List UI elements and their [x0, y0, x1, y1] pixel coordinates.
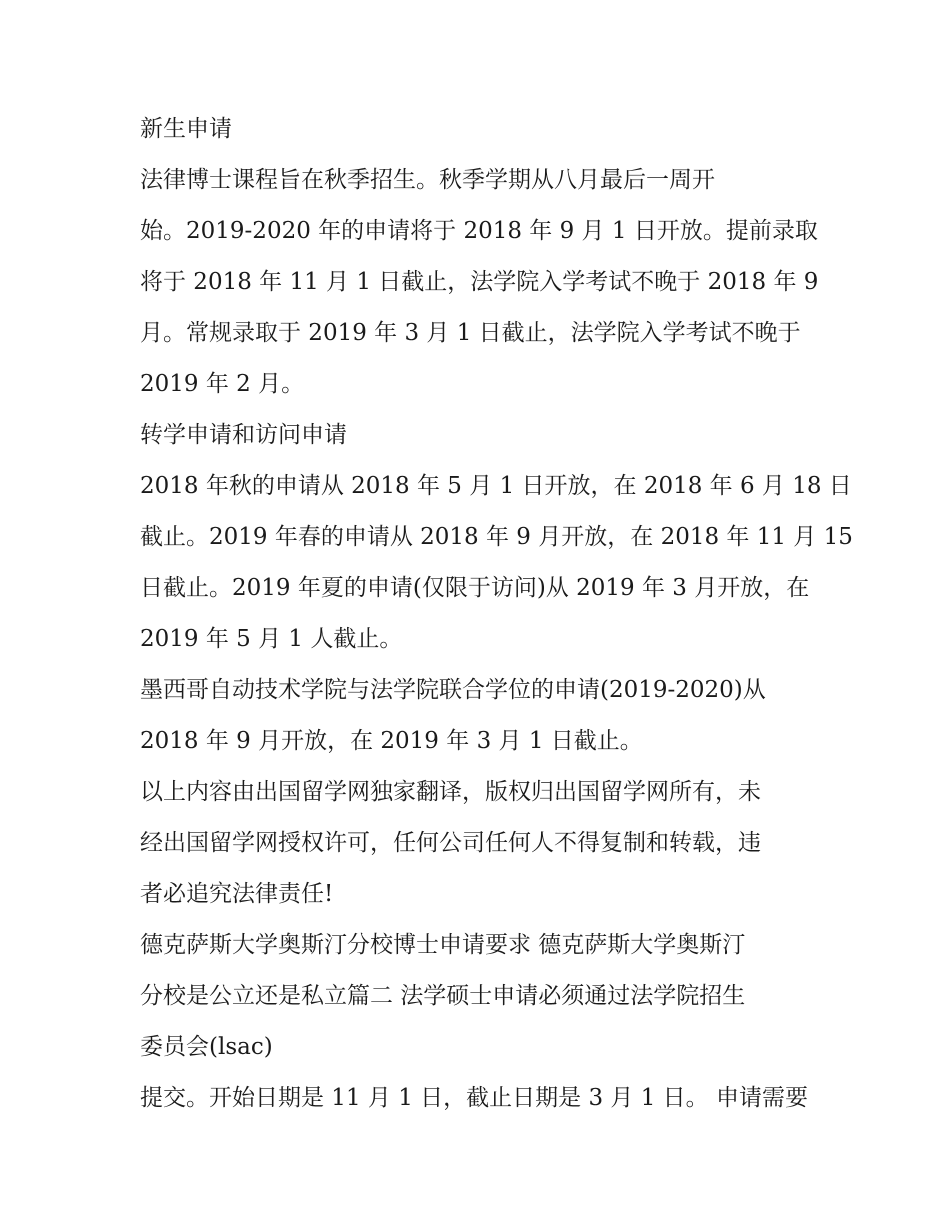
paragraph-line: 2018 年 9 月开放，在 2019 年 3 月 1 日截止。: [140, 728, 643, 754]
paragraph-line: 墨西哥自动技术学院与法学院联合学位的申请(2019-2020)从: [140, 677, 766, 703]
paragraph-line: 日截止。2019 年夏的申请(仅限于访问)从 2019 年 3 月开放，在: [140, 575, 810, 601]
paragraph-line: 将于 2018 年 11 月 1 日截止，法学院入学考试不晚于 2018 年 9: [140, 269, 819, 295]
paragraph-line: 2019 年 5 月 1 人截止。: [140, 626, 403, 652]
paragraph-line: 月。常规录取于 2019 年 3 月 1 日截止，法学院入学考试不晚于: [140, 320, 801, 346]
document-page: [140, 104, 853, 1124]
copyright-notice-line: 经出国留学网授权许可，任何公司任何人不得复制和转载，违: [140, 830, 761, 856]
paragraph-line: 提交。开始日期是 11 月 1 日，截止日期是 3 月 1 日。 申请需要: [140, 1085, 808, 1111]
paragraph-line: 德克萨斯大学奥斯汀分校博士申请要求 德克萨斯大学奥斯汀: [140, 932, 746, 958]
paragraph-line: 截止。2019 年春的申请从 2018 年 9 月开放，在 2018 年 11 月 15: [140, 524, 853, 550]
paragraph-line: 分校是公立还是私立篇二 法学硕士申请必须通过法学院招生: [140, 983, 746, 1009]
heading-new-student-application: 新生申请: [140, 116, 232, 142]
paragraph-line: 2019 年 2 月。: [140, 371, 305, 397]
heading-transfer-visiting-application: 转学申请和访问申请: [140, 422, 347, 448]
paragraph-line: 委员会(lsac): [140, 1034, 273, 1060]
copyright-notice-line: 者必追究法律责任!: [140, 881, 334, 907]
paragraph-line: 法律博士课程旨在秋季招生。秋季学期从八月最后一周开: [140, 167, 715, 193]
copyright-notice-line: 以上内容由出国留学网独家翻译，版权归出国留学网所有，未: [140, 779, 761, 805]
paragraph-line: 始。2019-2020 年的申请将于 2018 年 9 月 1 日开放。提前录取: [140, 218, 818, 244]
paragraph-line: 2018 年秋的申请从 2018 年 5 月 1 日开放，在 2018 年 6 月 18 日: [140, 473, 852, 499]
